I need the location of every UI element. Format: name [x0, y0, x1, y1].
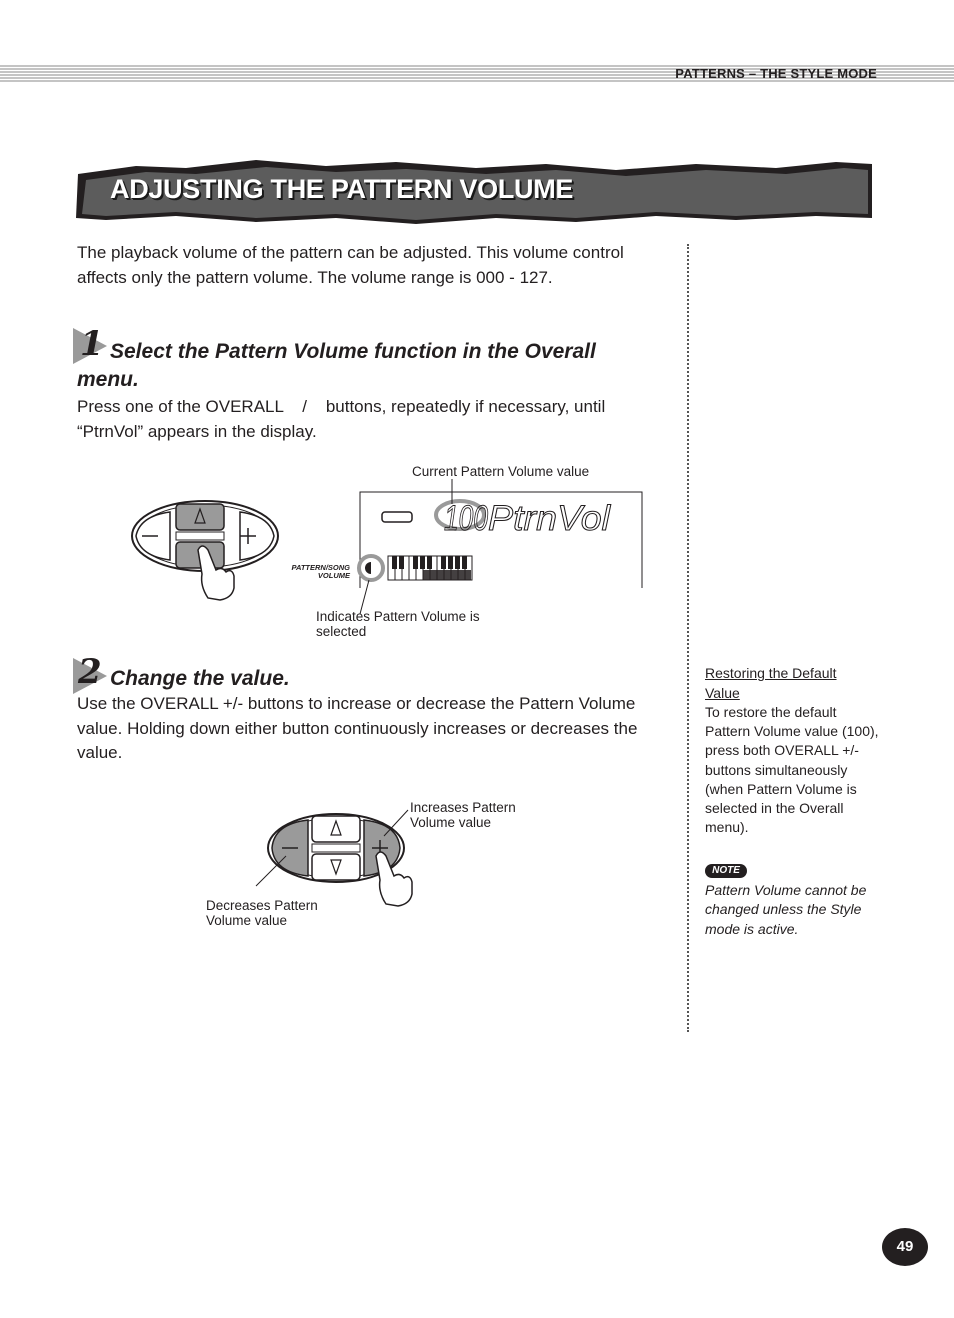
sidebar-text: To restore the default Pattern Volume value (100), press both OVERALL +/- buttons simultaneously (when Pattern Volume is selected in the Overall menu).	[705, 704, 879, 836]
figure1-overall-buttons-and-display	[120, 458, 660, 648]
down-button	[312, 854, 360, 880]
step1-line2: “PtrnVol” appears in the display.	[77, 421, 317, 441]
label-decrease-line2: Volume value	[206, 913, 288, 928]
overall-button-cluster-1	[132, 501, 278, 600]
note-text: Pattern Volume cannot be changed unless the Style mode is active.	[705, 882, 867, 937]
label-increase-line1: Increases Pattern	[410, 800, 516, 815]
note-badge: NOTE	[705, 864, 747, 878]
indicator-dot	[365, 562, 371, 574]
step1-line1: Press one of the OVERALL / buttons, repeatedly if necessary, until	[77, 397, 606, 416]
lcd-text: PtrnVol	[488, 499, 612, 538]
label-increase-line2: Volume value	[410, 815, 492, 830]
label-indicator-line2: selected	[316, 624, 367, 639]
leader-decrease	[256, 856, 286, 886]
label-decrease-line1: Decreases Pattern	[206, 898, 318, 913]
lcd-value: 100	[444, 499, 489, 538]
intro-paragraph: The playback volume of the pattern can be adjusted. This volume control affects only the pattern volume. The volume range is 000 - 127.	[77, 243, 624, 287]
page-number: 49	[882, 1228, 928, 1266]
mini-keyboard	[388, 556, 472, 580]
step2-instructions: Use the OVERALL +/- buttons to increase or decrease the Pattern Volume value. Holding down either button continuously increases or decreases the value.	[77, 694, 638, 762]
page-title: ADJUSTING THE PATTERN VOLUME	[110, 174, 574, 204]
sidebar-heading: Restoring the Default Value	[705, 665, 837, 701]
step1-instructions	[77, 395, 677, 444]
step2-number: 2	[78, 652, 102, 692]
panel-label-line2: VOLUME	[317, 571, 350, 580]
step1-number: 1	[80, 324, 104, 364]
overall-button-cluster-2	[268, 814, 412, 906]
figure2-overall-plus-minus	[200, 796, 530, 936]
step1-title: Select the Pattern Volume function in the Overall menu.	[77, 340, 596, 391]
column-divider	[687, 244, 689, 1032]
section-title: PATTERNS – THE STYLE MODE	[675, 66, 877, 81]
lcd-segment	[382, 512, 412, 522]
step2-title: Change the value.	[110, 667, 290, 690]
label-current-value: Current Pattern Volume value	[412, 464, 590, 479]
label-indicator-line1: Indicates Pattern Volume is	[316, 609, 480, 624]
panel-label-line1: PATTERN/SONG	[291, 563, 350, 572]
